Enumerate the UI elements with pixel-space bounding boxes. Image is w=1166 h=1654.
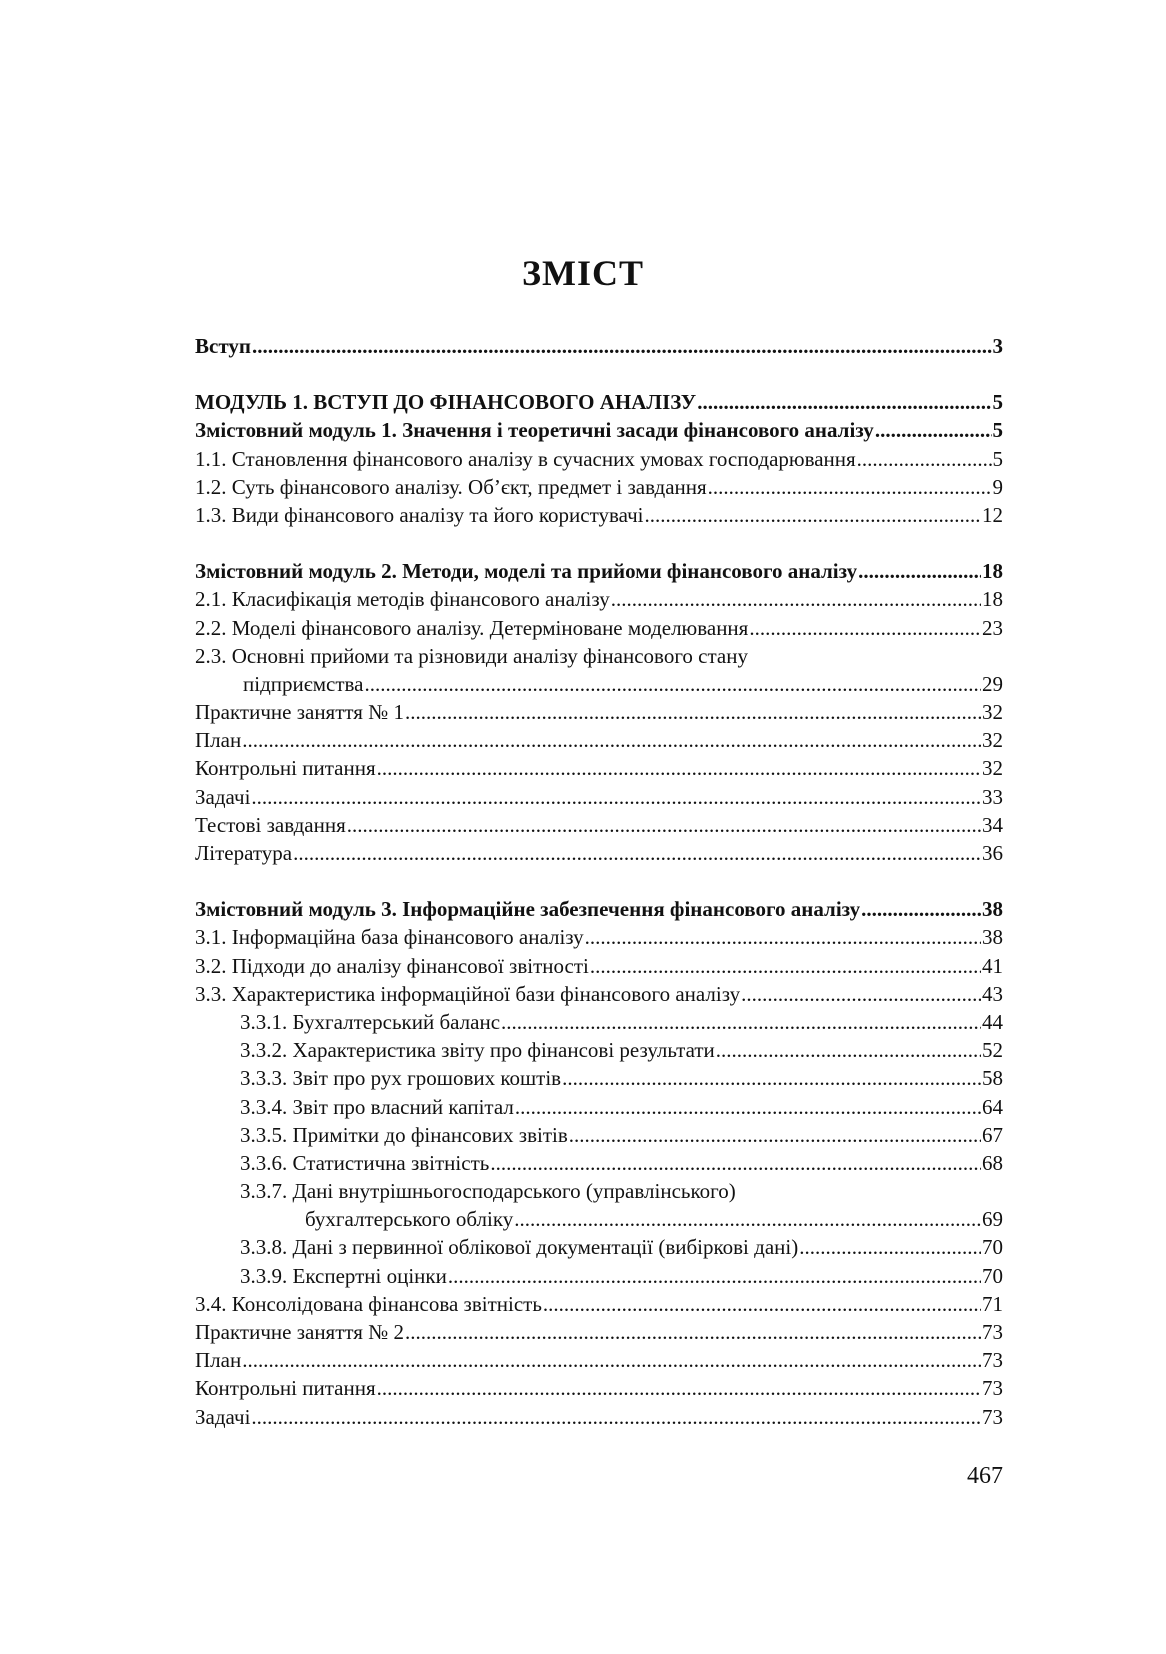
dot-leader xyxy=(857,445,992,473)
dot-leader xyxy=(242,726,981,754)
toc-entry[interactable] xyxy=(195,1093,1003,1121)
dot-leader xyxy=(405,1318,981,1346)
toc-entry[interactable] xyxy=(195,1008,1003,1036)
toc-entry-title: 3.3. Характеристика інформаційної бази фінансового аналізу xyxy=(195,981,741,1006)
toc-entry-title: Змістовний модуль 3. Інформаційне забезпечення фінансового аналізу xyxy=(195,897,861,922)
toc-entry-page: 5 xyxy=(992,390,1003,415)
toc-entry-title: 3.4. Консолідована фінансова звітність xyxy=(195,1291,542,1316)
toc-entry-title: Практичне заняття № 2 xyxy=(195,1320,404,1344)
dot-leader xyxy=(514,1205,981,1233)
toc-entry-page: 12 xyxy=(982,502,1003,527)
toc-entry[interactable] xyxy=(195,895,1003,923)
toc-entry[interactable] xyxy=(195,1205,1003,1233)
toc-entry[interactable] xyxy=(195,416,1003,444)
dot-leader xyxy=(799,1233,981,1261)
dot-leader xyxy=(562,1064,981,1092)
dot-leader xyxy=(448,1262,981,1290)
toc-entry-page: 73 xyxy=(982,1376,1003,1401)
toc-entry[interactable] xyxy=(195,839,1003,867)
toc-entry-page: 73 xyxy=(982,1404,1003,1429)
toc-entry[interactable] xyxy=(195,1121,1003,1149)
toc-entry[interactable] xyxy=(195,783,1003,811)
toc-entry[interactable] xyxy=(195,1262,1003,1290)
toc-entry[interactable] xyxy=(195,332,1003,360)
toc-entry[interactable] xyxy=(195,754,1003,782)
dot-leader xyxy=(242,1346,981,1374)
toc-entry[interactable] xyxy=(195,501,1003,529)
toc-entry[interactable] xyxy=(195,980,1003,1008)
toc-entry[interactable] xyxy=(195,388,1003,416)
toc-entry-page: 38 xyxy=(982,925,1003,950)
toc-entry[interactable] xyxy=(195,952,1003,980)
toc-entry-page: 33 xyxy=(982,784,1003,809)
toc-entry-title: 2.1. Класифікація методів фінансового аналізу xyxy=(195,587,610,612)
toc-entry-title: 3.2. Підходи до аналізу фінансової звітності xyxy=(195,953,589,978)
toc-entry[interactable] xyxy=(195,1318,1003,1346)
toc-entry-title: Задачі xyxy=(195,784,251,809)
toc-entry-title: 3.3.3. Звіт про рух грошових коштів xyxy=(240,1066,562,1091)
dot-leader xyxy=(569,1121,981,1149)
toc-entry-page: 9 xyxy=(992,474,1003,499)
toc-entry[interactable] xyxy=(195,1403,1003,1431)
toc-entry-page: 32 xyxy=(982,700,1003,725)
toc-entry[interactable] xyxy=(195,1346,1003,1374)
dot-leader xyxy=(611,585,981,613)
dot-leader xyxy=(858,557,981,585)
page-title: ЗМІСТ xyxy=(522,253,644,293)
dot-leader xyxy=(347,811,981,839)
page-number: 467 xyxy=(967,1463,1003,1489)
toc-entry-page: 67 xyxy=(982,1122,1003,1147)
dot-leader xyxy=(543,1290,981,1318)
toc-entry-title: План xyxy=(195,1348,242,1373)
toc-entry[interactable] xyxy=(195,557,1003,585)
toc-entry-title-line1[interactable]: 2.3. Основні прийоми та різновиди аналізу фінансового стану xyxy=(195,643,748,668)
toc-entry-title: 1.1. Становлення фінансового аналізу в сучасних умовах господарювання xyxy=(195,446,856,471)
toc-entry[interactable] xyxy=(195,1036,1003,1064)
toc-entry-page: 18 xyxy=(982,587,1003,612)
toc-entry-page: 70 xyxy=(982,1235,1003,1260)
dot-leader xyxy=(861,895,981,923)
toc-entry-page: 23 xyxy=(982,615,1003,640)
dot-leader xyxy=(293,839,981,867)
dot-leader xyxy=(251,783,981,811)
toc-entry-page: 44 xyxy=(982,1009,1003,1034)
dot-leader xyxy=(365,670,982,698)
toc-entry[interactable] xyxy=(195,1149,1003,1177)
toc-entry-page: 36 xyxy=(982,841,1003,865)
dot-leader xyxy=(251,1403,981,1431)
toc-entry[interactable] xyxy=(195,698,1003,726)
dot-leader xyxy=(749,614,981,642)
toc-entry-page: 43 xyxy=(982,981,1003,1006)
toc-entry-page: 73 xyxy=(982,1348,1003,1373)
dot-leader xyxy=(252,332,992,360)
toc-entry-title: Змістовний модуль 2. Методи, моделі та прийоми фінансового аналізу xyxy=(195,559,858,584)
dot-leader xyxy=(741,980,981,1008)
toc-entry-title: 3.3.4. Звіт про власний капітал xyxy=(240,1094,514,1119)
toc-entry[interactable] xyxy=(195,726,1003,754)
toc-entry-title: 3.3.1. Бухгалтерський баланс xyxy=(240,1009,501,1034)
toc-entry[interactable] xyxy=(195,473,1003,501)
toc-entry-page: 52 xyxy=(982,1038,1003,1063)
toc-entry-title: 3.3.6. Статистична звітність xyxy=(240,1150,490,1175)
toc-entry-title: 3.1. Інформаційна база фінансового аналізу xyxy=(195,925,584,950)
dot-leader xyxy=(490,1149,981,1177)
toc-entry[interactable] xyxy=(195,1374,1003,1402)
toc-entry-title-line1[interactable]: 3.3.7. Дані внутрішньогосподарського (управлінського) xyxy=(240,1179,736,1204)
toc-entry-title: Література xyxy=(195,841,293,865)
toc-entry-page: 64 xyxy=(982,1094,1003,1119)
toc-entry[interactable] xyxy=(195,670,1003,698)
toc-entry-page: 3 xyxy=(992,334,1003,358)
toc-entry-page: 32 xyxy=(982,756,1003,781)
dot-leader xyxy=(697,388,991,416)
toc-entry-title: План xyxy=(195,728,242,753)
toc-entry-title: 3.3.9. Експертні оцінки xyxy=(240,1263,447,1288)
toc-entry-page: 32 xyxy=(982,728,1003,753)
toc-entry-title: 3.3.5. Примітки до фінансових звітів xyxy=(240,1122,568,1147)
table-of-contents xyxy=(195,332,1003,1431)
toc-entry-title: Контрольні питання xyxy=(195,756,376,781)
toc-entry-title: 1.2. Суть фінансового аналізу. Об’єкт, предмет і завдання xyxy=(195,474,707,499)
toc-entry-title: Практичне заняття № 1 xyxy=(195,700,404,725)
toc-entry-page: 73 xyxy=(982,1320,1003,1344)
dot-leader xyxy=(716,1036,981,1064)
toc-entry-page: 69 xyxy=(982,1207,1003,1232)
toc-entry-page: 5 xyxy=(992,446,1003,471)
dot-leader xyxy=(590,952,981,980)
dot-leader xyxy=(405,698,981,726)
toc-entry-page: 18 xyxy=(982,559,1003,584)
toc-entry-title: Задачі xyxy=(195,1404,251,1429)
toc-entry-page: 34 xyxy=(982,812,1003,837)
dot-leader xyxy=(515,1093,981,1121)
dot-leader xyxy=(377,1374,981,1402)
toc-entry-page: 70 xyxy=(982,1263,1003,1288)
toc-entry-title: Вступ xyxy=(195,334,251,358)
toc-entry[interactable] xyxy=(195,445,1003,473)
toc-entry[interactable] xyxy=(195,614,1003,642)
toc-entry-page: 29 xyxy=(982,671,1003,696)
toc-entry[interactable] xyxy=(195,1064,1003,1092)
dot-leader xyxy=(377,754,981,782)
toc-entry-page: 71 xyxy=(982,1291,1003,1316)
toc-entry-page: 68 xyxy=(982,1150,1003,1175)
toc-entry-title: 2.2. Моделі фінансового аналізу. Детерміноване моделювання xyxy=(195,615,749,640)
toc-entry-title: підприємства xyxy=(243,671,364,696)
toc-entry-title: 1.3. Види фінансового аналізу та його користувачі xyxy=(195,502,644,527)
dot-leader xyxy=(501,1008,981,1036)
toc-entry-title: Контрольні питання xyxy=(195,1376,376,1401)
toc-entry[interactable] xyxy=(195,1290,1003,1318)
toc-entry-title: 3.3.8. Дані з первинної облікової документації (вибіркові дані) xyxy=(240,1235,799,1260)
dot-leader xyxy=(645,501,981,529)
dot-leader xyxy=(875,416,992,444)
toc-entry-title: 3.3.2. Характеристика звіту про фінансові результати xyxy=(240,1038,715,1063)
dot-leader xyxy=(708,473,992,501)
toc-entry[interactable] xyxy=(195,1233,1003,1261)
toc-entry-page: 38 xyxy=(982,897,1003,922)
toc-entry[interactable] xyxy=(195,923,1003,951)
toc-entry-page: 5 xyxy=(992,418,1003,443)
toc-entry-title: МОДУЛЬ 1. ВСТУП ДО ФІНАНСОВОГО АНАЛІЗУ xyxy=(195,390,697,415)
toc-entry-title: Тестові завдання xyxy=(195,812,346,837)
toc-entry-page: 58 xyxy=(982,1066,1003,1091)
toc-entry[interactable] xyxy=(195,811,1003,839)
toc-entry-title: Змістовний модуль 1. Значення і теоретичні засади фінансового аналізу xyxy=(195,418,874,443)
toc-entry[interactable] xyxy=(195,585,1003,613)
dot-leader xyxy=(585,923,981,951)
toc-entry-title: бухгалтерського обліку xyxy=(305,1207,514,1232)
toc-entry-page: 41 xyxy=(982,953,1003,978)
